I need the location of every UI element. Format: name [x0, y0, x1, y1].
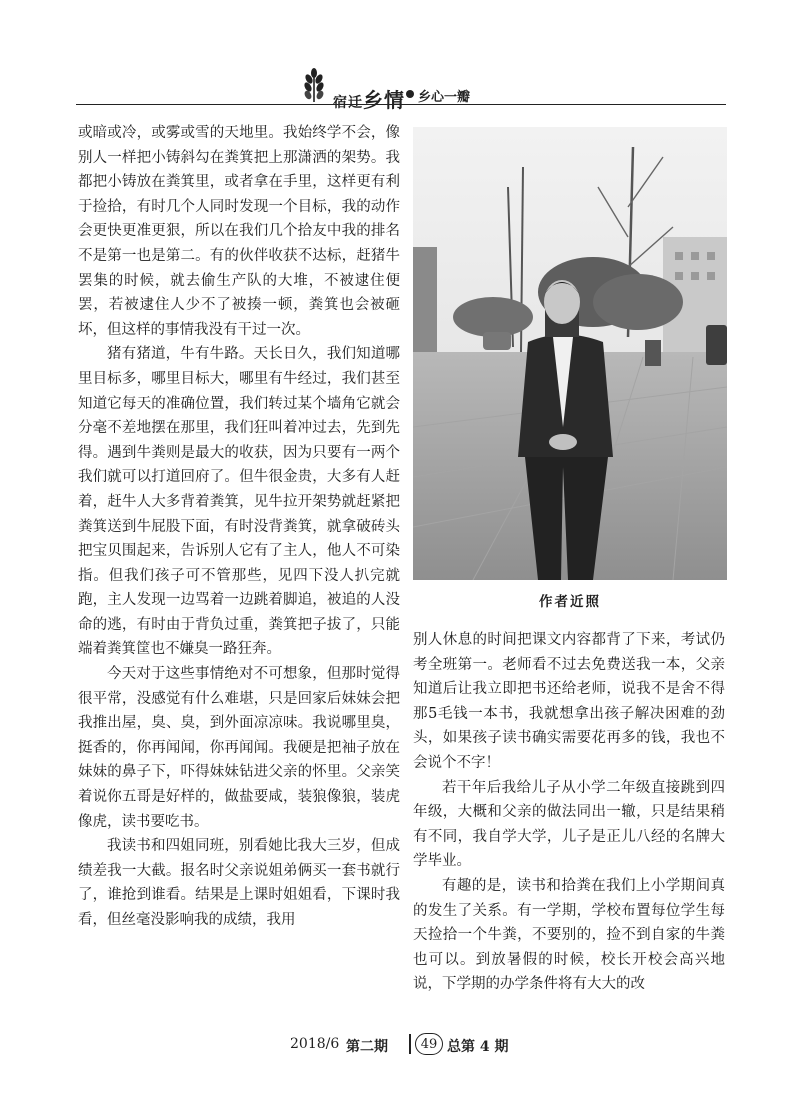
page-footer	[0, 1032, 800, 1062]
author-photo-image	[413, 127, 727, 580]
wheat-ear-icon	[300, 66, 328, 104]
section-title: 乡心一瓣	[418, 90, 471, 105]
paragraph: 我读书和四姐同班，别看她比我大三岁，但成绩差我一大截。报名时父亲说姐弟俩买一套书就行了，谁抢到谁看。结果是上课时姐姐看，下课时我看，但丝毫没影响我的成绩，我用	[78, 838, 400, 928]
issue-date: 2018/6	[290, 1036, 340, 1052]
page-number: 49	[415, 1033, 443, 1055]
photo-caption: 作者近照	[539, 594, 601, 610]
left-text-column	[78, 121, 400, 933]
brand-big: 乡情	[363, 88, 405, 112]
magazine-brand	[333, 84, 405, 113]
paragraph: 或暗或冷，或雾或雪的天地里。我始终学不会，像别人一样把小铸斜勾在粪箕把上那潇洒的架势。我都把小铸放在粪箕里，或者拿在手里，这样更有利于捡拾，有时几个人同时发现一个目标，我的动作会更快更准更狠，所以在我们几个拾友中我的排名不是第一也是第二。有的伙伴收获不达标，赶猪牛罢集的时候，就去偷生产队的大堆，不被逮住便罢，若被逮住人少不了被揍一顿，粪箕也会被砸坏，但这样的事情我没有干过一次。	[78, 125, 400, 338]
page-header	[0, 0, 800, 110]
brand-prefix: 宿迁	[333, 95, 363, 111]
author-photo	[413, 127, 727, 580]
issue-number: 第二期	[346, 1039, 388, 1055]
paragraph: 若干年后我给儿子从小学二年级直接跳到四年级，大概和父亲的做法同出一辙，只是结果稍有不同，我自学大学，儿子是正儿八经的名牌大学毕业。	[413, 779, 725, 870]
paragraph: 有趣的是，读书和拾粪在我们上小学期间真的发生了关系。有一学期，学校布置每位学生每天捡拾一个牛粪，不要别的，捡不到自家的牛粪也可以。到放暑假的时候，校长开校会高兴地说，下学期的办学条件将有大大的改	[413, 877, 725, 993]
paragraph: 今天对于这些事情绝对不可想象，但那时觉得很平常，没感觉有什么难堪，只是回家后妹妹会把我推出屋，臭、臭，到外面凉凉味。我说哪里臭，挺香的，你再闻闻，你再闻闻。我硬是把袖子放在妹妹的鼻子下，吓得妹妹钻进父亲的怀里。父亲笑着说你五哥是好样的，做盐要咸，装狼像狼，装虎像虎，读书要吃书。	[78, 666, 400, 830]
paragraph: 别人休息的时间把课文内容都背了下来，考试仍考全班第一。老师看不过去免费送我一本，父亲知道后让我立即把书还给老师，说我不是舍不得那5毛钱一本书，我就想拿出孩子解决困难的劲头，如果孩子读书确实需要花再多的钱，我也不会说个不字！	[413, 632, 725, 771]
separator-dot	[406, 90, 414, 98]
right-text-column	[413, 628, 725, 997]
paragraph: 猪有猪道，牛有牛路。天长日久，我们知道哪里目标多，哪里目标大，哪里有牛经过，我们甚至知道它每天的准确位置，我们转过某个墙角它就会分毫不差地摆在那里，我们狂叫着冲过去，先到先得。遇到牛粪则是最大的收获，因为只要有一两个我们就可以打道回府了。但牛很金贵，大多有人赶着，赶牛人大多背着粪箕，见牛拉开架势就赶紧把粪箕送到牛屁股下面，有时没背粪箕，就拿破砖头把宝贝围起来，告诉别人它有了主人，他人不可染指。但我们孩子可不管那些，见四下没人扒完就跑，主人发现一边骂着一边跳着脚追，被追的人没命的逃，有时由于背负过重，粪箕把子拔了，只能端着粪箕筐也不嫌臭一路狂奔。	[78, 346, 400, 658]
header-rule	[76, 104, 726, 105]
total-issue: 总第 4 期	[447, 1039, 509, 1055]
footer-divider	[409, 1034, 411, 1054]
